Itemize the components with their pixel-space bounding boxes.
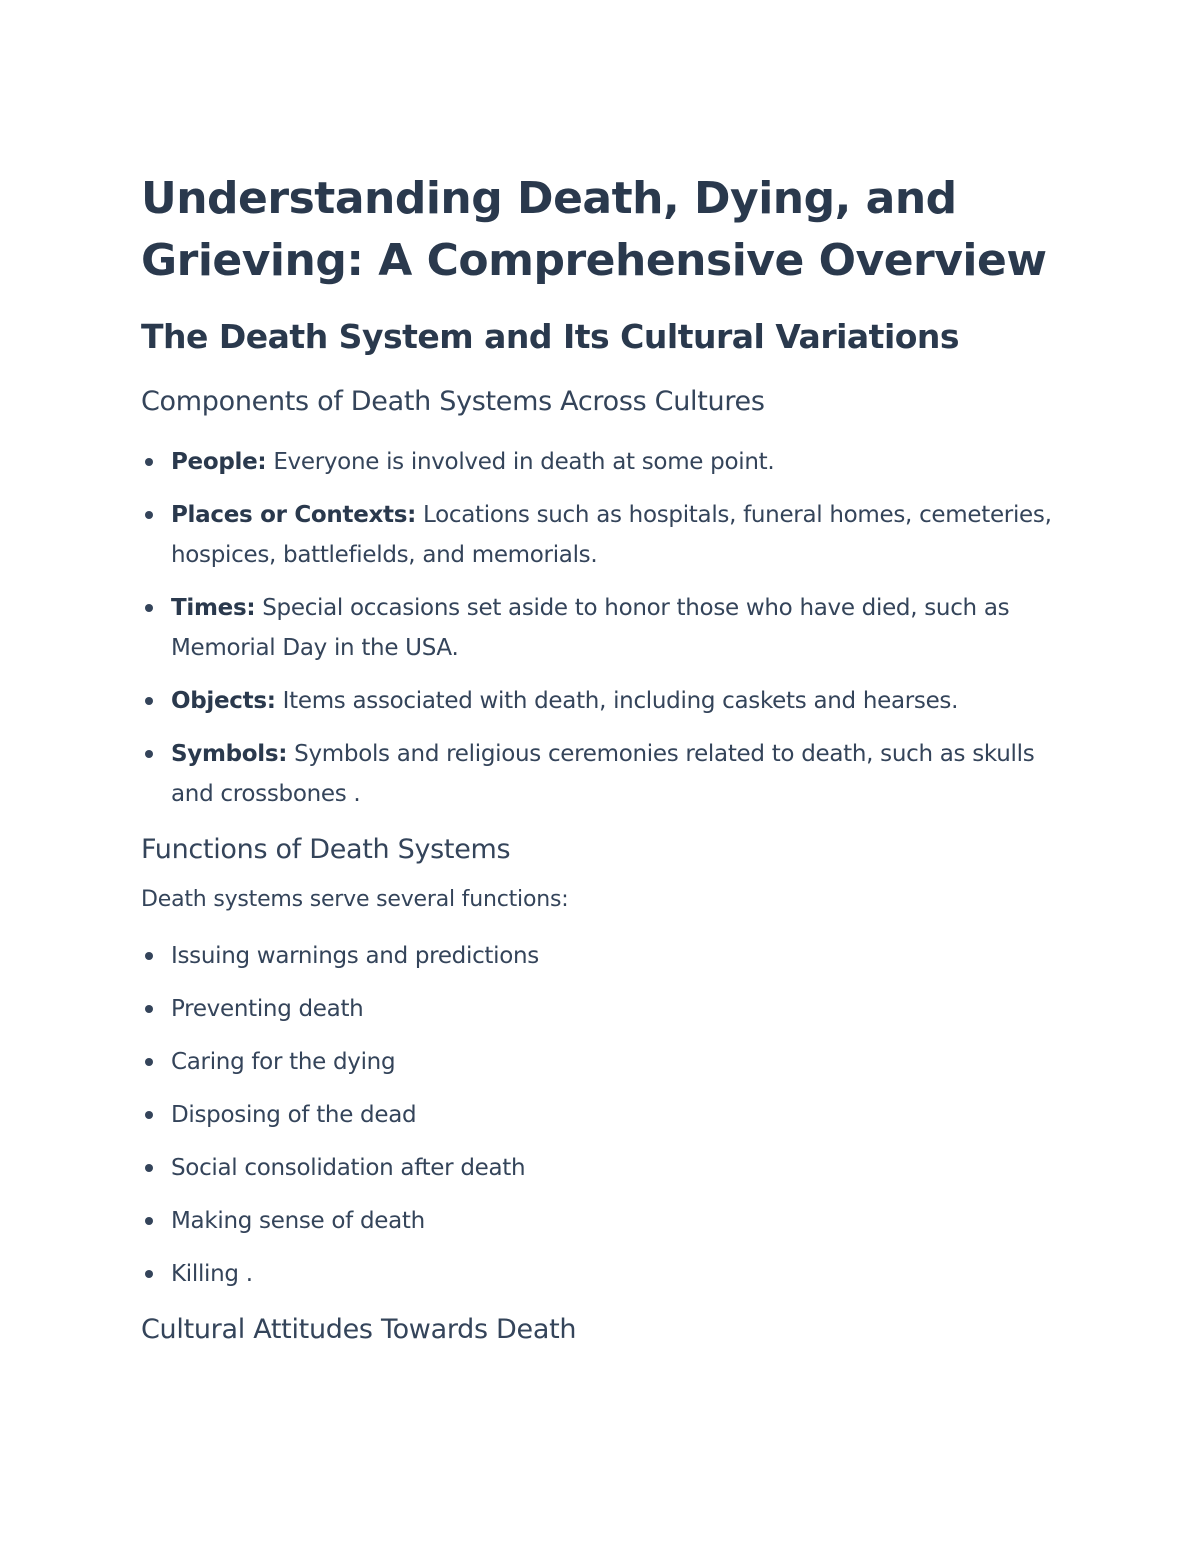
functions-list <box>141 936 1061 1294</box>
item-text: Everyone is involved in death at some point. <box>266 449 775 475</box>
list-item <box>141 1254 1061 1294</box>
item-text: Social consolidation after death <box>171 1155 526 1181</box>
list-item <box>141 936 1061 976</box>
components-heading: Components of Death Systems Across Cultures <box>141 386 765 417</box>
item-text: Preventing death <box>171 996 364 1022</box>
bullet-icon <box>145 1217 153 1225</box>
list-item <box>141 734 1061 814</box>
item-term: Objects: <box>171 688 276 714</box>
bullet-icon <box>145 952 153 960</box>
list-item <box>141 1042 1061 1082</box>
item-text: Disposing of the dead <box>171 1102 417 1128</box>
item-text: Locations such as hospitals, funeral homes, cemeteries, hospices, battlefields, and memorials. <box>171 502 1052 568</box>
bullet-icon <box>145 511 153 519</box>
item-term: People: <box>171 449 267 475</box>
bullet-icon <box>145 1111 153 1119</box>
bullet-icon <box>145 1005 153 1013</box>
list-item <box>141 442 1061 482</box>
item-text: Special occasions set aside to honor those who have died, such as Memorial Day in the USA. <box>171 595 1010 661</box>
section-heading: The Death System and Its Cultural Variations <box>141 317 960 356</box>
bullet-icon <box>145 1164 153 1172</box>
item-text: Making sense of death <box>171 1208 425 1234</box>
item-text: Items associated with death, including caskets and hearses. <box>275 688 959 714</box>
document-title: Understanding Death, Dying, and Grieving: A Comprehensive Overview <box>141 173 1047 286</box>
attitudes-heading: Cultural Attitudes Towards Death <box>141 1314 577 1345</box>
document-page <box>141 168 1061 1350</box>
components-list <box>141 442 1061 814</box>
bullet-icon <box>145 1270 153 1278</box>
bullet-icon <box>145 697 153 705</box>
list-item <box>141 1095 1061 1135</box>
list-item <box>141 989 1061 1029</box>
list-item <box>141 681 1061 721</box>
list-item <box>141 495 1061 575</box>
item-text: Caring for the dying <box>171 1049 396 1075</box>
item-text: Symbols and religious ceremonies related to death, such as skulls and crossbones . <box>171 741 1035 807</box>
list-item <box>141 1148 1061 1188</box>
item-text: Issuing warnings and predictions <box>171 943 539 969</box>
item-term: Times: <box>171 595 256 621</box>
item-text: Killing . <box>171 1261 253 1287</box>
item-term: Places or Contexts: <box>171 502 417 528</box>
item-term: Symbols: <box>171 741 288 767</box>
functions-intro: Death systems serve several functions: <box>141 887 569 912</box>
bullet-icon <box>145 458 153 466</box>
functions-heading: Functions of Death Systems <box>141 834 511 865</box>
list-item <box>141 1201 1061 1241</box>
bullet-icon <box>145 1058 153 1066</box>
bullet-icon <box>145 750 153 758</box>
list-item <box>141 588 1061 668</box>
bullet-icon <box>145 604 153 612</box>
